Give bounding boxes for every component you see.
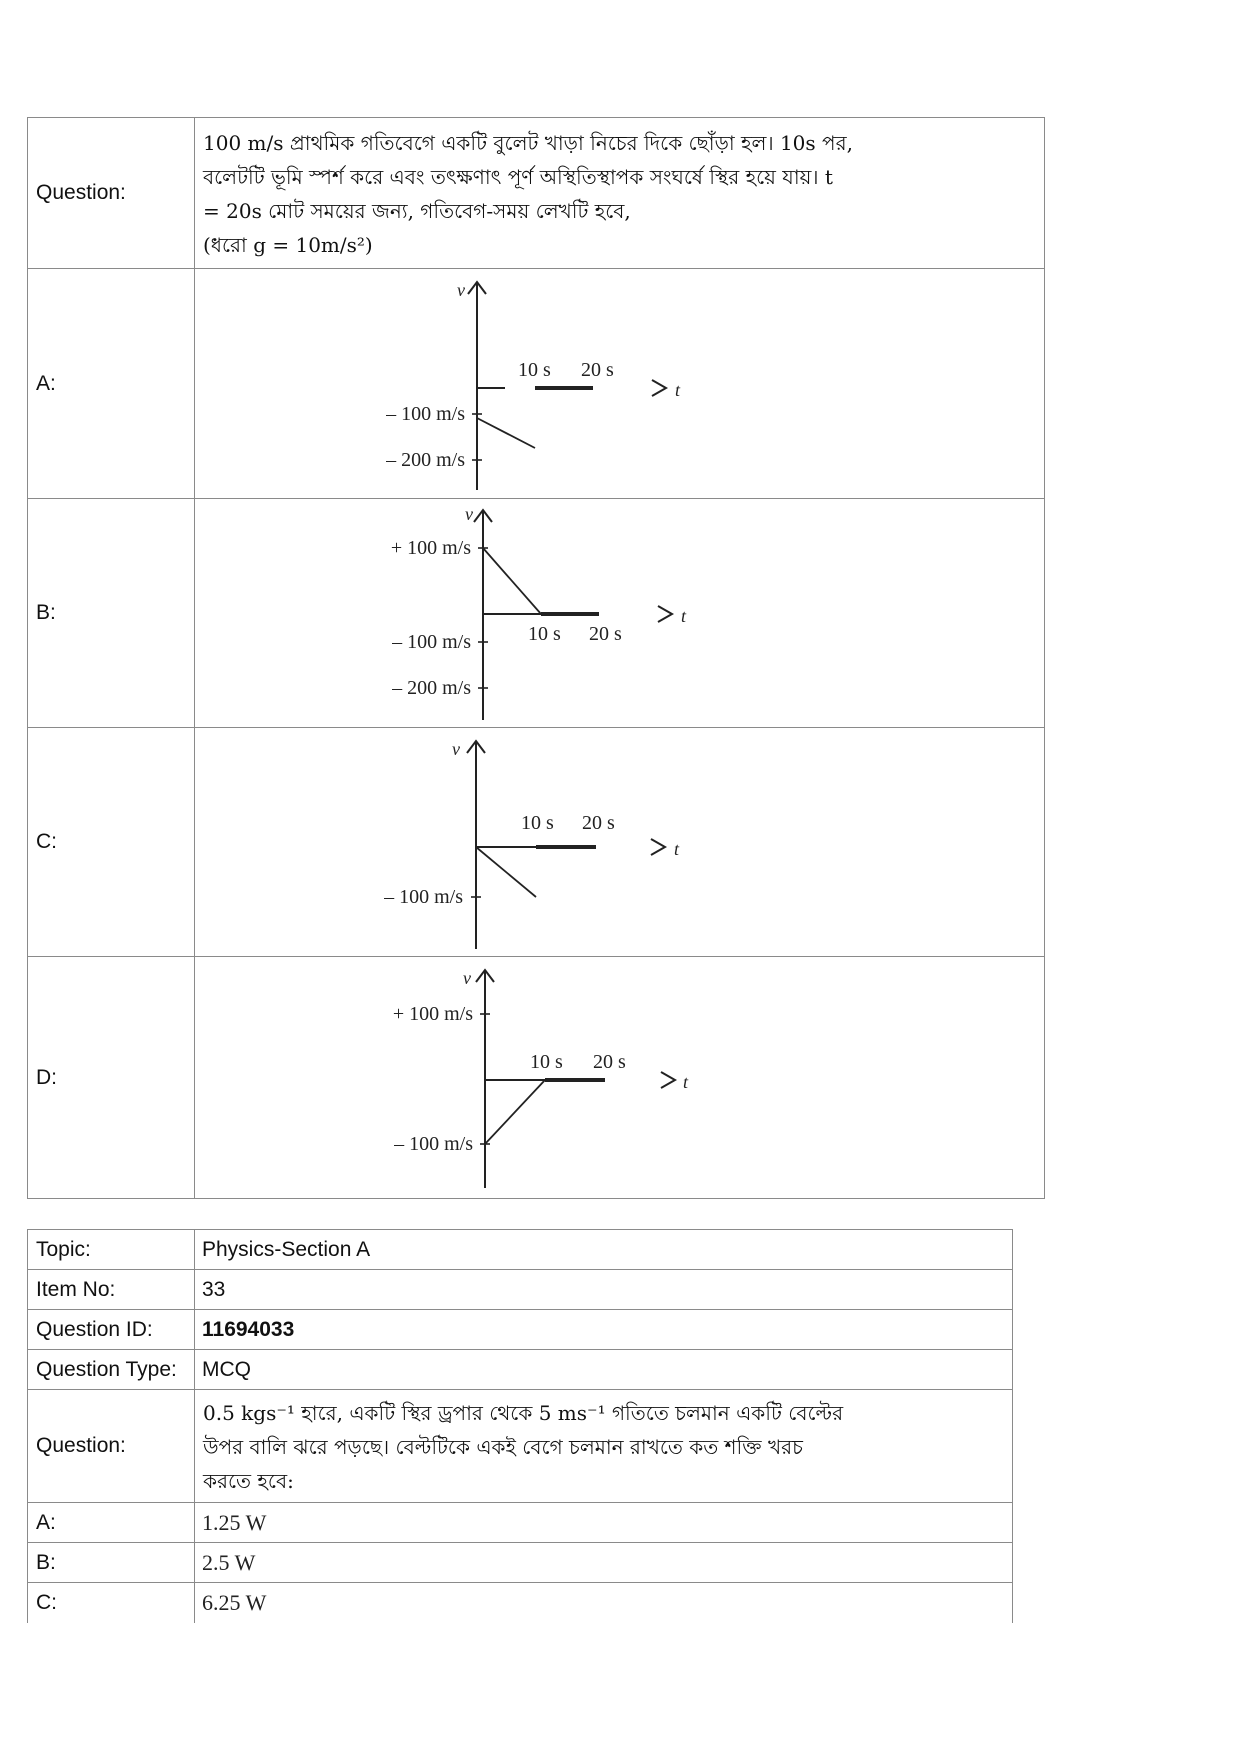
y-tick-label: – 200 m/s [386, 448, 465, 471]
series-line [483, 548, 541, 614]
y-axis-label: v [457, 279, 465, 300]
x-axis-arrow [658, 606, 672, 622]
question-line-2: বলেটটি ভূমি স্পর্শ করে এবং তৎক্ষণাৎ পূর্ণ অস্থিতিস্থাপক সংঘর্ষে স্থির হয়ে যায়। t [203, 165, 833, 189]
option-a-graph [195, 270, 681, 498]
question-type-label: Question Type: [28, 1350, 195, 1390]
y-tick-label: – 100 m/s [386, 402, 465, 425]
question-2-line-1: 0.5 kgs⁻¹ হারে, একটি স্থির ড্রপার থেকে 5 ms⁻¹ গতিতে চলমান একটি বেল্টের [203, 1401, 844, 1425]
y-axis-label: v [452, 738, 460, 759]
x-axis-label: t [675, 379, 681, 400]
y-tick-label: – 100 m/s [384, 885, 463, 908]
y-tick-label: – 100 m/s [394, 1132, 473, 1155]
x-tick-label: 10 s [518, 358, 551, 381]
topic-label: Topic: [28, 1230, 195, 1270]
question-2-text [195, 1390, 1013, 1503]
y-axis-label: v [463, 967, 471, 988]
q2-option-b-value: 2.5 W [195, 1543, 1013, 1583]
option-b-graph [195, 500, 687, 727]
q2-option-c-label: C: [28, 1583, 195, 1623]
y-tick-label: – 200 m/s [392, 676, 471, 699]
question-id-label: Question ID: [28, 1310, 195, 1350]
question-1-table [27, 117, 1045, 1199]
question-line-4: (ধরো g = 10m/s²) [203, 233, 373, 257]
question-type-value: MCQ [195, 1350, 1013, 1390]
q2-option-c-value: 6.25 W [195, 1583, 1013, 1623]
option-a-graph-cell [195, 269, 1045, 499]
option-b-graph-cell [195, 499, 1045, 728]
option-c-graph-cell [195, 728, 1045, 957]
item-no-value: 33 [195, 1270, 1013, 1310]
x-tick-label: 10 s [530, 1050, 563, 1073]
option-c-graph [195, 729, 680, 956]
x-tick-label: 20 s [582, 811, 615, 834]
question-text [195, 118, 1045, 269]
question-2-line-2: উপর বালি ঝরে পড়ছে। বেল্টটিকে একই বেগে চলমান রাখতে কত শক্তি খরচ [203, 1435, 803, 1459]
question-id-value: 11694033 [195, 1310, 1013, 1350]
question-2-table [27, 1229, 1013, 1623]
x-axis-arrow [651, 839, 665, 855]
question-label: Question: [28, 118, 195, 269]
question-2-label: Question: [28, 1390, 195, 1503]
x-tick-label: 10 s [528, 622, 561, 645]
option-b-label: B: [28, 499, 195, 728]
option-d-label: D: [28, 957, 195, 1199]
series-line [477, 418, 535, 448]
x-axis-arrow [661, 1072, 675, 1088]
y-tick-label: + 100 m/s [390, 536, 471, 559]
x-axis-arrow [652, 380, 666, 396]
option-d-graph-cell [195, 957, 1045, 1199]
question-2-line-3: করতে হবে: [203, 1469, 294, 1493]
question-line-3: = 20s মোট সময়ের জন্য, গতিবেগ-সময় লেখটি হবে, [203, 199, 631, 223]
option-d-graph [195, 958, 689, 1198]
q2-option-a-label: A: [28, 1503, 195, 1543]
x-tick-label: 20 s [581, 358, 614, 381]
x-tick-label: 20 s [589, 622, 622, 645]
y-tick-label: + 100 m/s [392, 1002, 473, 1025]
item-no-label: Item No: [28, 1270, 195, 1310]
topic-value: Physics-Section A [195, 1230, 1013, 1270]
x-axis-label: t [681, 605, 687, 626]
question-line-1: 100 m/s প্রাথমিক গতিবেগে একটি বুলেট খাড়া নিচের দিকে ছোঁড়া হল। 10s পর, [203, 131, 853, 155]
y-axis-label: v [465, 503, 473, 524]
q2-option-a-value: 1.25 W [195, 1503, 1013, 1543]
q2-option-b-label: B: [28, 1543, 195, 1583]
series-line [485, 1080, 545, 1144]
option-a-label: A: [28, 269, 195, 499]
x-tick-label: 20 s [593, 1050, 626, 1073]
x-tick-label: 10 s [521, 811, 554, 834]
x-axis-label: t [674, 838, 680, 859]
series-line [476, 847, 536, 897]
option-c-label: C: [28, 728, 195, 957]
y-tick-label: – 100 m/s [392, 630, 471, 653]
x-axis-label: t [683, 1071, 689, 1092]
